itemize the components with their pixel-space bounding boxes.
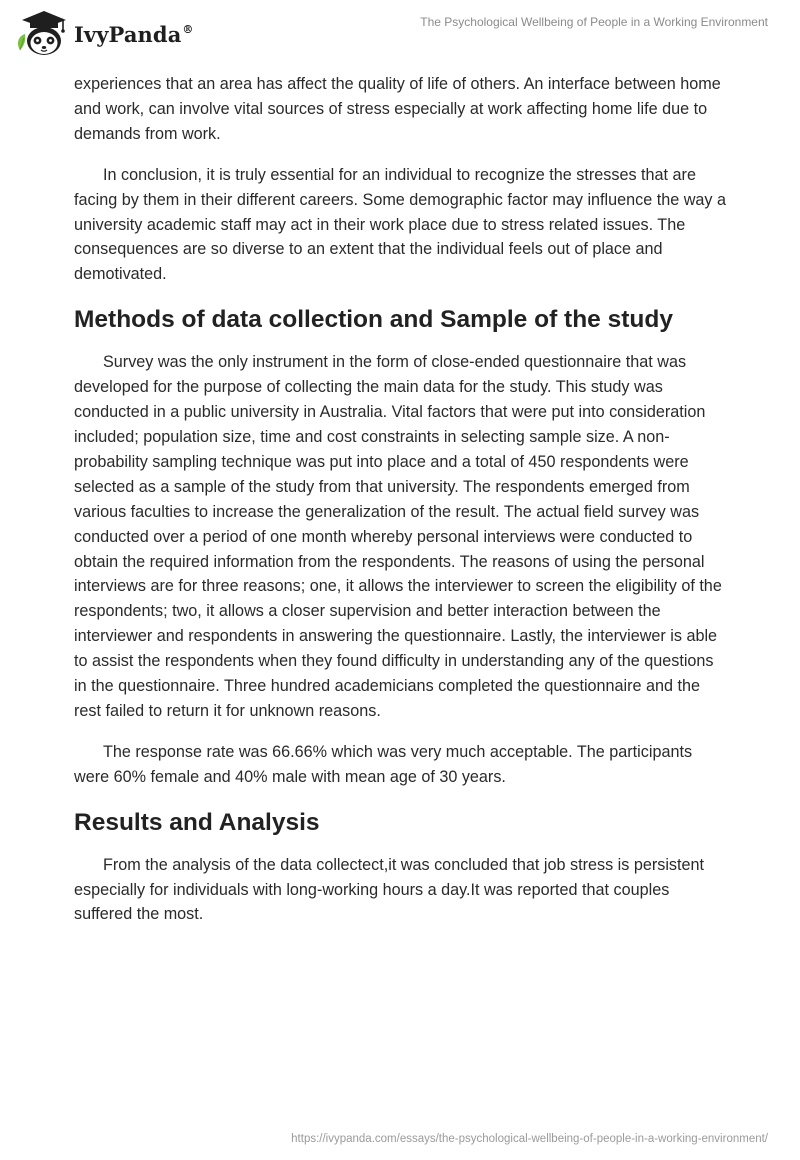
heading-results: Results and Analysis xyxy=(74,808,320,836)
page-header xyxy=(0,0,800,70)
running-title: The Psychological Wellbeing of People in a Working Environment xyxy=(420,15,768,29)
paragraph-survey: Survey was the only instrument in the form of close-ended questionnaire that was developed for the purpose of collecting the main data for the study. This study was conducted in a public university in Australia. Vital factors that were put into consideration included; population size, time and cost constraints in selecting sample size. A non-probability sampling technique was put into place and a total of 450 respondents were selected as a sample of the study from that university. The respondents emerged from various faculties to increase the generalization of the result. The actual field survey was conducted over a period of one month whereby personal interviews were conducted to obtain the required information from the respondents. The reasons of using the personal interviews are for three reasons; one, it allows the interviewer to screen the eligibility of the respondents; two, it allows a closer supervision and better interaction between the interviewer and respondents in answering the questionnaire. Lastly, the interviewer is able to assist the respondents when they found difficulty in understanding any of the questions in the questionnaire. Three hundred academicians completed the questionnaire and the rest failed to return it for unknown reasons. xyxy=(74,353,722,720)
essay-body xyxy=(74,72,730,943)
brand-name: IvyPanda® xyxy=(74,21,194,47)
paragraph-response-rate: The response rate was 66.66% which was very much acceptable. The participants were 60% female and 40% male with mean age of 30 years. xyxy=(74,742,693,786)
registered-mark: ® xyxy=(182,22,194,36)
paragraph-results: From the analysis of the data collectect,it was concluded that job stress is persistent especially for individuals with long-working hours a day.It was reported that couples suffered the most. xyxy=(74,855,705,924)
ivypanda-logo[interactable] xyxy=(14,8,194,58)
source-url[interactable]: https://ivypanda.com/essays/the-psychological-wellbeing-of-people-in-a-working-environment/ xyxy=(291,1133,768,1145)
panda-graduate-icon xyxy=(14,8,70,58)
heading-methods: Methods of data collection and Sample of the study xyxy=(74,306,673,334)
paragraph-conclusion: In conclusion, it is truly essential for an individual to recognize the stresses that are facing by them in their different careers. Some demographic factor may influence the way a university academic staff may act in their work place due to stress related issues. The consequences are so diverse to an extent that the individual feels out of place and demotivated. xyxy=(74,165,727,284)
paragraph-continuation: experiences that an area has affect the quality of life of others. An interface between home and work, can involve vital sources of stress especially at work affecting home life due to demands from work. xyxy=(74,75,721,143)
